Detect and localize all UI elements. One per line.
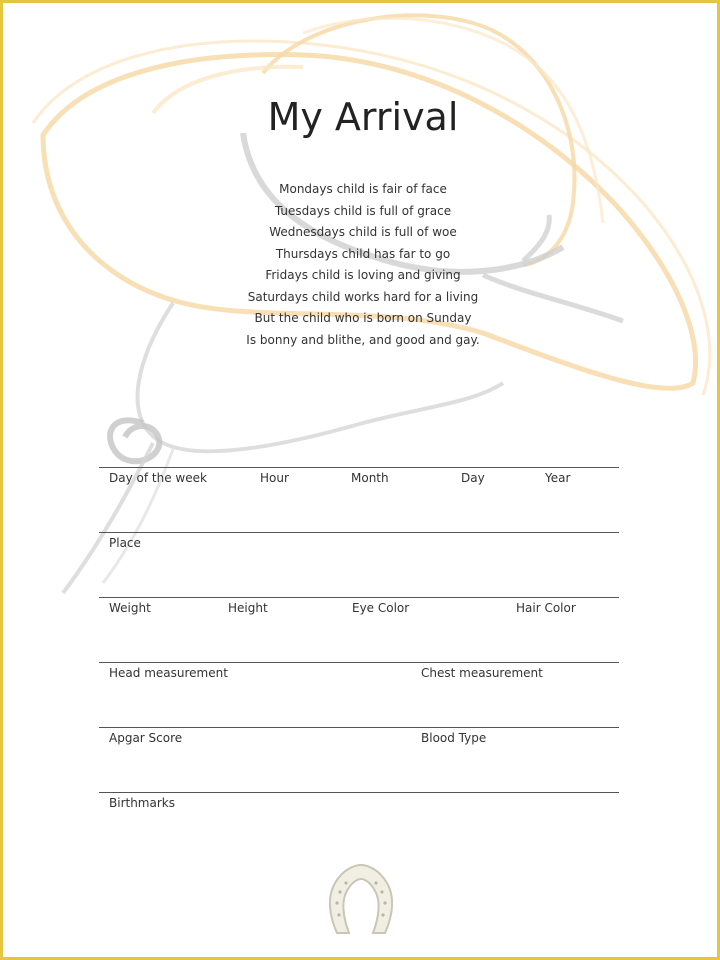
poem-line: Mondays child is fair of face [279,182,447,196]
day-label: Day [461,471,485,485]
poem-line: Saturdays child works hard for a living [247,289,479,304]
birth-details-form [99,467,619,857]
horseshoe-icon [321,859,401,939]
poem-line: But the child who is born on Sunday [254,311,472,325]
form-row-date [99,467,619,532]
weight-label: Weight [109,601,151,615]
form-row-body [99,597,619,662]
day-of-week-label: Day of the week [109,471,207,485]
year-label: Year [545,471,571,485]
head-measurement-label: Head measurement [109,666,228,680]
chest-measurement-label: Chest measurement [421,666,543,680]
birthmarks-label: Birthmarks [109,796,175,810]
apgar-score-label: Apgar Score [109,731,183,745]
hour-label: Hour [260,471,289,485]
form-row-medical [99,727,619,792]
height-label: Height [228,601,268,615]
poem-line: Tuesdays child is full of grace [274,203,452,218]
form-row-place [99,532,619,597]
poem-line: Is bonny and blithe, and good and gay. [246,332,480,347]
form-row-birthmarks [99,792,619,857]
month-label: Month [351,471,389,485]
poem-line: Wednesdays child is full of woe [269,225,457,239]
place-label: Place [109,536,141,550]
hair-color-label: Hair Color [516,601,576,615]
blood-type-label: Blood Type [421,731,487,745]
poem-line: Thursdays child has far to go [275,246,451,261]
poem [3,179,720,351]
poem-line: Fridays child is loving and giving [265,268,461,282]
eye-color-label: Eye Color [352,601,410,615]
form-row-measurements [99,662,619,727]
page-title: My Arrival [267,95,459,139]
